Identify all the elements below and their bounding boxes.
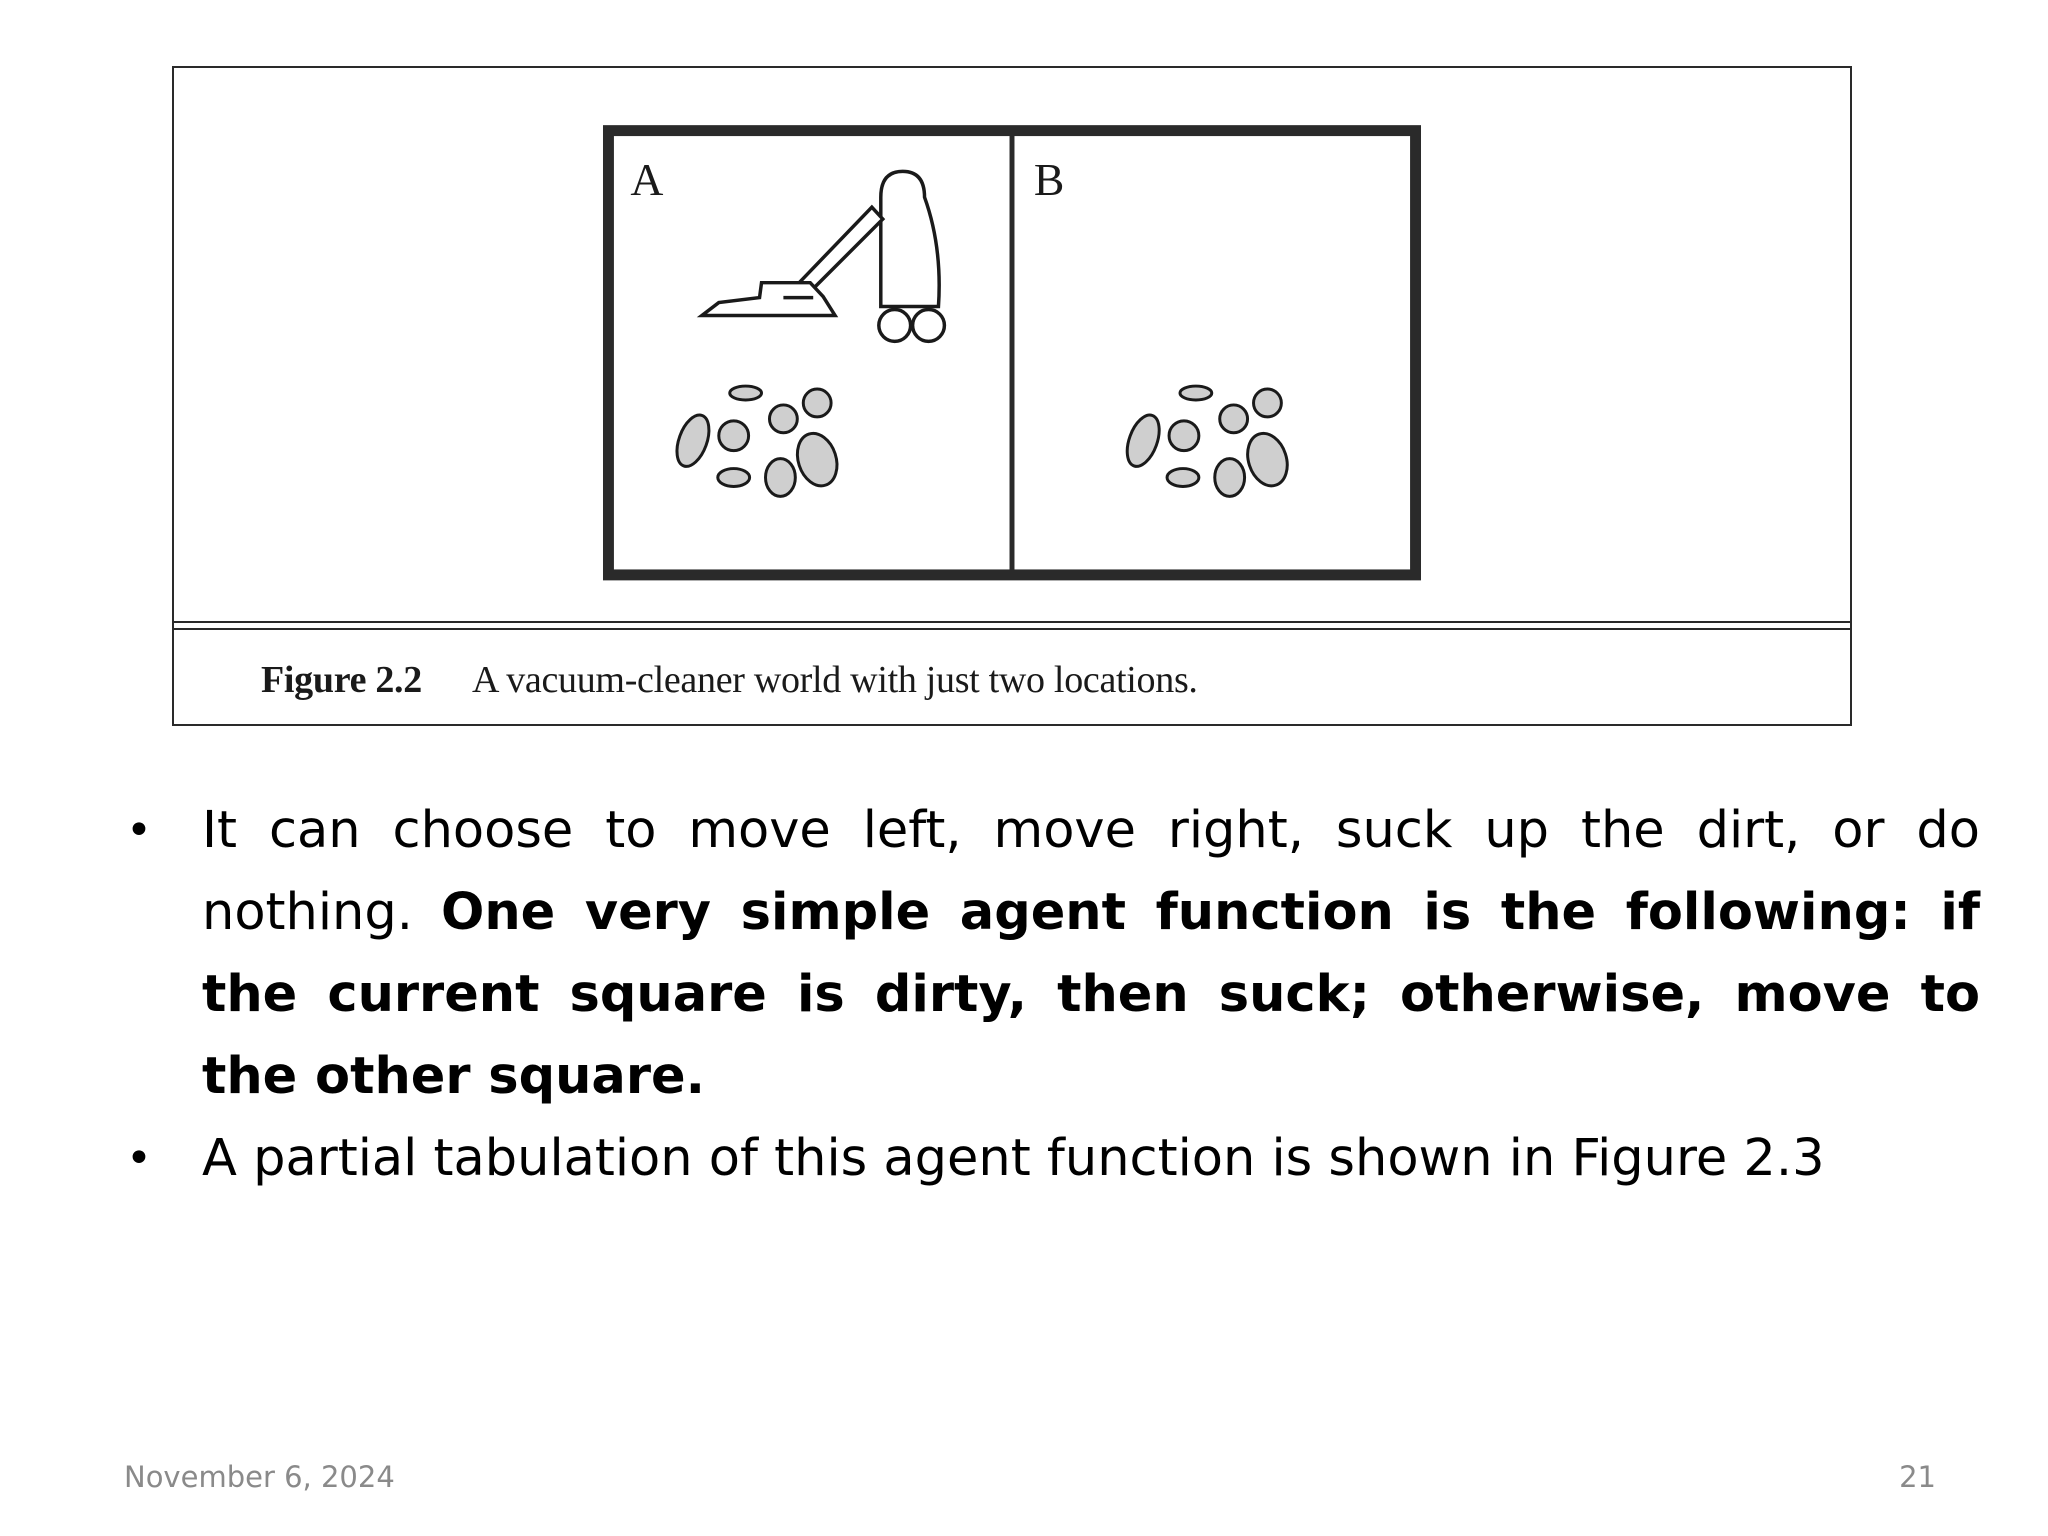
figure-frame	[172, 66, 1852, 726]
bullet-icon: •	[126, 1133, 152, 1184]
bullet-icon: •	[126, 805, 152, 856]
bullet-bold-text: One very simple agent function is the following: if the current square is dirty, then suck; otherwise, move to the other square.	[202, 883, 1981, 1106]
slide-date: November 6, 2024	[124, 1460, 395, 1494]
cell-b-label: B	[1033, 154, 1065, 206]
slide-number: 21	[1899, 1460, 1936, 1494]
dirt-pile-b-icon	[1121, 386, 1294, 496]
bullet-item	[120, 1118, 1980, 1200]
figure-number: Figure 2.2	[261, 659, 422, 701]
figure-caption	[261, 658, 1198, 702]
cell-a-label: A	[630, 154, 664, 206]
bullet-text: It can choose to move left, move right, suck up the dirt, or do nothing.	[202, 801, 1980, 942]
figure-caption-text: A vacuum-cleaner world with just two locations.	[471, 659, 1198, 701]
dirt-pile-a-icon	[671, 386, 844, 496]
bullet-item	[120, 790, 1980, 1118]
bullet-list	[120, 790, 1980, 1200]
bullet-text: A partial tabulation of this agent function is shown in Figure 2.3	[202, 1129, 1825, 1188]
caption-divider	[174, 621, 1850, 630]
vacuum-cleaner-icon	[702, 171, 945, 341]
